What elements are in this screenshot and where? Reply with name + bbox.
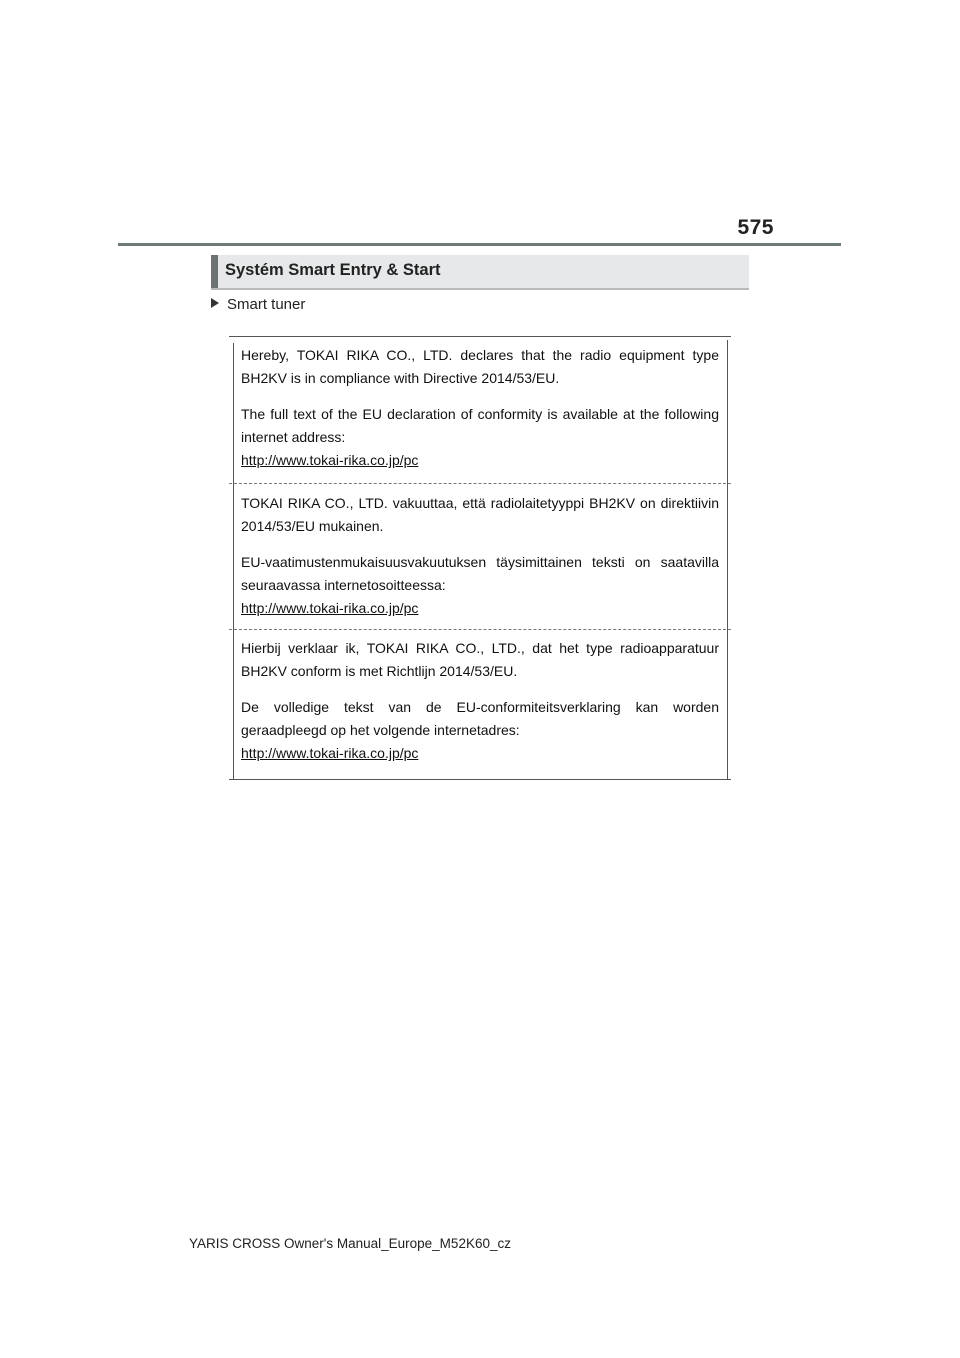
page-number: 575 <box>737 216 774 239</box>
triangle-bullet-icon <box>211 298 219 308</box>
bullet-label: Smart tuner <box>227 296 306 313</box>
declaration-link[interactable]: http://www.tokai-rika.co.jp/pc <box>241 600 419 616</box>
declaration-dutch <box>241 637 719 765</box>
box-left-border <box>233 343 234 779</box>
declaration-availability: EU-vaatimustenmukaisuusvakuutuksen täysimittainen teksti on saatavilla seuraavassa internetosoitteessa: <box>241 554 719 593</box>
section-header <box>211 255 749 290</box>
declaration-link[interactable]: http://www.tokai-rika.co.jp/pc <box>241 745 419 761</box>
section-title: Systém Smart Entry & Start <box>225 261 441 279</box>
declaration-statement: Hereby, TOKAI RIKA CO., LTD. declares that the radio equipment type BH2KV is in compliance with Directive 2014/53/EU. <box>241 347 719 386</box>
section-divider <box>229 629 731 630</box>
declaration-statement: TOKAI RIKA CO., LTD. vakuuttaa, että radiolaitetyyppi BH2KV on direktiivin 2014/53/EU mukainen. <box>241 495 719 534</box>
declaration-link[interactable]: http://www.tokai-rika.co.jp/pc <box>241 452 419 468</box>
declaration-availability: The full text of the EU declaration of conformity is available at the following internet address: <box>241 406 719 445</box>
page-footer: YARIS CROSS Owner's Manual_Europe_M52K60_cz <box>189 1236 511 1251</box>
section-divider <box>229 483 731 484</box>
box-right-border <box>727 340 728 779</box>
header-rule <box>118 243 841 246</box>
declaration-english <box>241 344 719 472</box>
declaration-finnish <box>241 492 719 620</box>
bullet-item <box>211 296 305 313</box>
section-marker <box>211 255 218 288</box>
declaration-box <box>229 336 731 780</box>
declaration-statement: Hierbij verklaar ik, TOKAI RIKA CO., LTD., dat het type radioapparatuur BH2KV conform is met Richtlijn 2014/53/EU. <box>241 640 719 679</box>
declaration-availability: De volledige tekst van de EU-conformiteitsverklaring kan worden geraadpleegd op het volgende internetadres: <box>241 699 719 738</box>
